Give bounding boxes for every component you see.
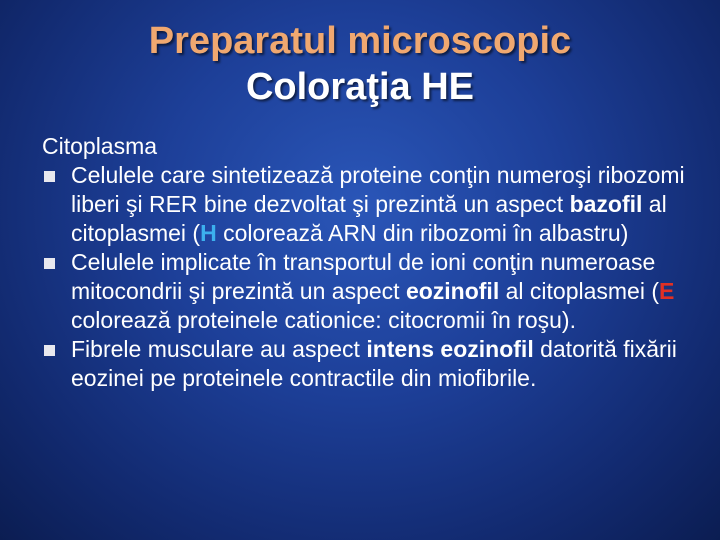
stain-letter-h: H	[200, 220, 217, 246]
stain-letter-e: E	[659, 278, 675, 304]
item-text: Celulele care sintetizează proteine conţin numeroşi ribozomi liberi şi RER bine dezvoltat şi prezintă un aspect	[71, 162, 685, 217]
term-intens-eozinofil: intens eozinofil	[366, 336, 534, 362]
bullet-list	[42, 161, 692, 393]
item-text: al citoplasmei (	[71, 191, 667, 246]
term-eozinofil: eozinofil	[405, 278, 500, 304]
title-line-2: Coloraţia HE	[245, 66, 475, 108]
slide-title	[0, 18, 720, 110]
square-bullet-icon	[44, 258, 55, 269]
title-line-1: Preparatul microscopic	[148, 20, 572, 62]
item-text: Celulele implicate în transportul de ioni conţin numeroase mitocondrii şi prezintă un aspect	[71, 249, 656, 304]
term-bazofil: bazofil	[569, 191, 643, 217]
list-item	[42, 335, 692, 393]
square-bullet-icon	[44, 171, 55, 182]
list-item	[42, 248, 692, 335]
item-text: al citoplasmei (	[499, 278, 659, 304]
slide-body	[42, 132, 692, 393]
item-text: colorează ARN din ribozomi în albastru)	[216, 220, 629, 246]
item-text: datorită fixării eozinei pe proteinele contractile din miofibrile.	[71, 336, 677, 391]
item-text: colorează proteinele cationice: citocromii în roşu).	[71, 307, 576, 333]
square-bullet-icon	[44, 345, 55, 356]
section-heading: Citoplasma	[42, 133, 158, 159]
list-item	[42, 161, 692, 248]
item-text: Fibrele musculare au aspect	[71, 336, 367, 362]
